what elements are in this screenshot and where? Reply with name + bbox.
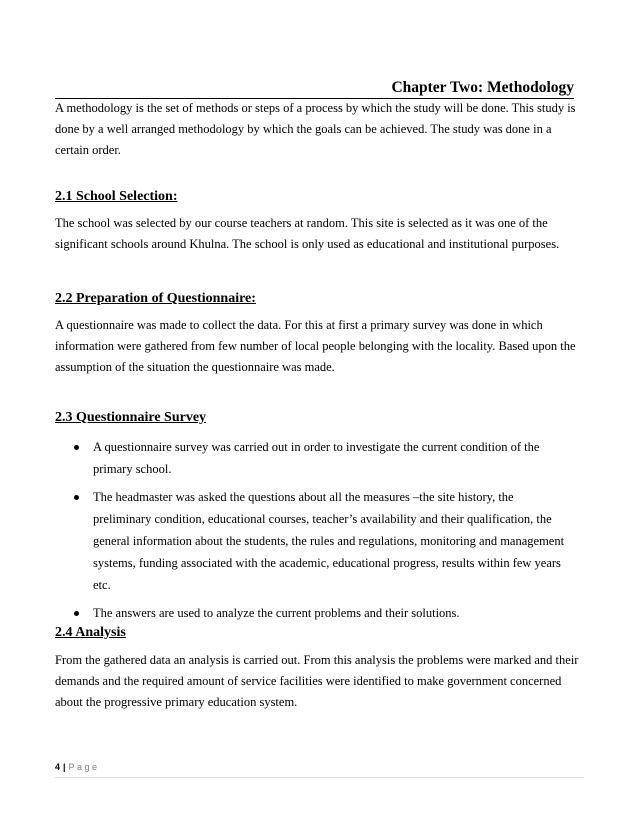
bullet-icon bbox=[74, 495, 79, 500]
survey-bullet-list bbox=[55, 436, 575, 630]
section-heading-school-selection: 2.1 School Selection: bbox=[55, 189, 178, 204]
list-item bbox=[55, 602, 575, 624]
page-label: Page bbox=[68, 762, 100, 772]
list-item bbox=[55, 486, 575, 596]
section-heading-questionnaire-survey: 2.3 Questionnaire Survey bbox=[55, 410, 207, 425]
section-heading-analysis: 2.4 Analysis bbox=[55, 625, 126, 640]
bullet-icon bbox=[74, 611, 79, 616]
bullet-text: A questionnaire survey was carried out in order to investigate the current condition of the primary school. bbox=[93, 440, 540, 476]
bullet-text: The headmaster was asked the questions about all the measures –the site history, the preliminary condition, educational courses, teacher’s availability and their qualification, the general information about the students, the rules and regulations, monitoring and management systems, funding associated with the academic, educational progress, results within few years etc. bbox=[93, 490, 565, 592]
chapter-header bbox=[55, 78, 574, 99]
list-item bbox=[55, 436, 575, 480]
intro-paragraph: A methodology is the set of methods or steps of a process by which the study will be done. This study is done by a well arranged methodology by which the goals can be achieved. The study was done in a certain order. bbox=[55, 101, 576, 157]
page-number: 4 bbox=[55, 762, 61, 772]
section-heading-questionnaire-preparation: 2.2 Preparation of Questionnaire: bbox=[55, 291, 256, 306]
bullet-text: The answers are used to analyze the current problems and their solutions. bbox=[93, 606, 460, 620]
page-footer bbox=[55, 760, 100, 774]
questionnaire-preparation-paragraph: A questionnaire was made to collect the data. For this at first a primary survey was done in which information were gathered from few number of local people belonging with the locality. Based upon the assumption of the situation the questionnaire was made. bbox=[55, 318, 576, 374]
school-selection-paragraph: The school was selected by our course teachers at random. This site is selected as it was one of the significant schools around Khulna. The school is only used as educational and institutional purposes. bbox=[55, 216, 560, 251]
page-footer-rule bbox=[55, 763, 584, 778]
chapter-title: Chapter Two: Methodology bbox=[391, 79, 574, 96]
bullet-icon bbox=[74, 445, 79, 450]
footer-separator: | bbox=[63, 762, 66, 772]
analysis-paragraph: From the gathered data an analysis is carried out. From this analysis the problems were marked and their demands and the required amount of service facilities were identified to make government concerned about the progressive primary education system. bbox=[55, 653, 579, 709]
